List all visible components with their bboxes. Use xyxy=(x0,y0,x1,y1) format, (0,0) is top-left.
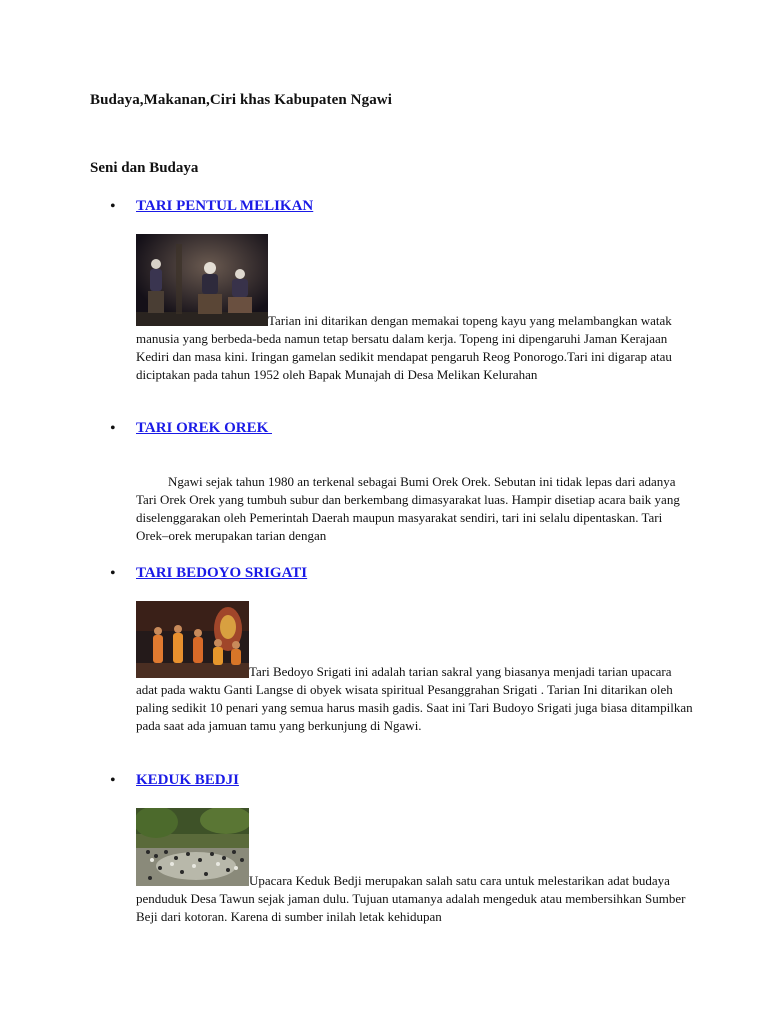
paragraph-text: Ngawi sejak tahun 1980 an terkenal sebagai Bumi Orek Orek. Sebutan ini tidak lepas dari adanya Tari Orek Orek yang tumbuh subur dan berkembang dimasyarakat luas. Hampir disetiap acara baik yang diselenggarakan oleh Pemerintah Daerah maupun masyarakat sendiri, tari ini selalu dipentaskan. Tari Orek–orek merupakan tarian dengan xyxy=(136,474,680,543)
section-heading: Seni dan Budaya xyxy=(90,160,199,176)
paragraph-tari-pentul-melikan xyxy=(136,312,696,384)
link-tari-orek-orek[interactable]: TARI OREK OREK xyxy=(136,420,272,436)
paragraph-keduk-bedji xyxy=(136,872,696,926)
paragraph-tari-orek-orek xyxy=(136,473,696,545)
bullet-icon: • xyxy=(110,420,116,437)
link-keduk-bedji[interactable]: KEDUK BEDJI xyxy=(136,772,239,788)
link-tari-pentul-melikan[interactable]: TARI PENTUL MELIKAN xyxy=(136,198,314,214)
paragraph-text: Tari Bedoyo Srigati ini adalah tarian sakral yang biasanya menjadi tarian upacara adat pada waktu Ganti Langse di obyek wisata spiritual Pesanggrahan Srigati . Tarian Ini ditarikan oleh paling sedikit 10 penari yang semua harus masih gadis. Saat ini Tari Budoyo Srigati juga biasa ditampilkan pada saat ada jamuan tamu yang berkunjung di Ngawi. xyxy=(136,664,693,733)
bullet-icon: • xyxy=(110,198,116,215)
paragraph-tari-bedoyo-srigati xyxy=(136,663,696,735)
bullet-icon: • xyxy=(110,565,116,582)
link-tari-bedoyo-srigati[interactable]: TARI BEDOYO SRIGATI xyxy=(136,565,308,581)
bullet-icon: • xyxy=(110,772,116,789)
paragraph-text: Upacara Keduk Bedji merupakan salah satu cara untuk melestarikan adat budaya penduduk Desa Tawun sejak jaman dulu. Tujuan utamanya adalah mengeduk atau membersihkan Sumber Beji dari kotoran. Karena di sumber inilah letak kehidupan xyxy=(136,873,686,924)
document-title: Budaya,Makanan,Ciri khas Kabupaten Ngawi xyxy=(90,92,392,108)
paragraph-text: Tarian ini ditarikan dengan memakai topeng kayu yang melambangkan watak manusia yang berbeda-beda namun tetap bersatu dalam kerja. Topeng ini dipengaruhi Jaman Kerajaan Kediri dan masa kini. Iringan gamelan sedikit mendapat pengaruh Reog Ponorogo.Tari ini digarap atau diciptakan pada tahun 1952 oleh Bapak Munajah di Desa Melikan Kelurahan xyxy=(136,313,672,382)
